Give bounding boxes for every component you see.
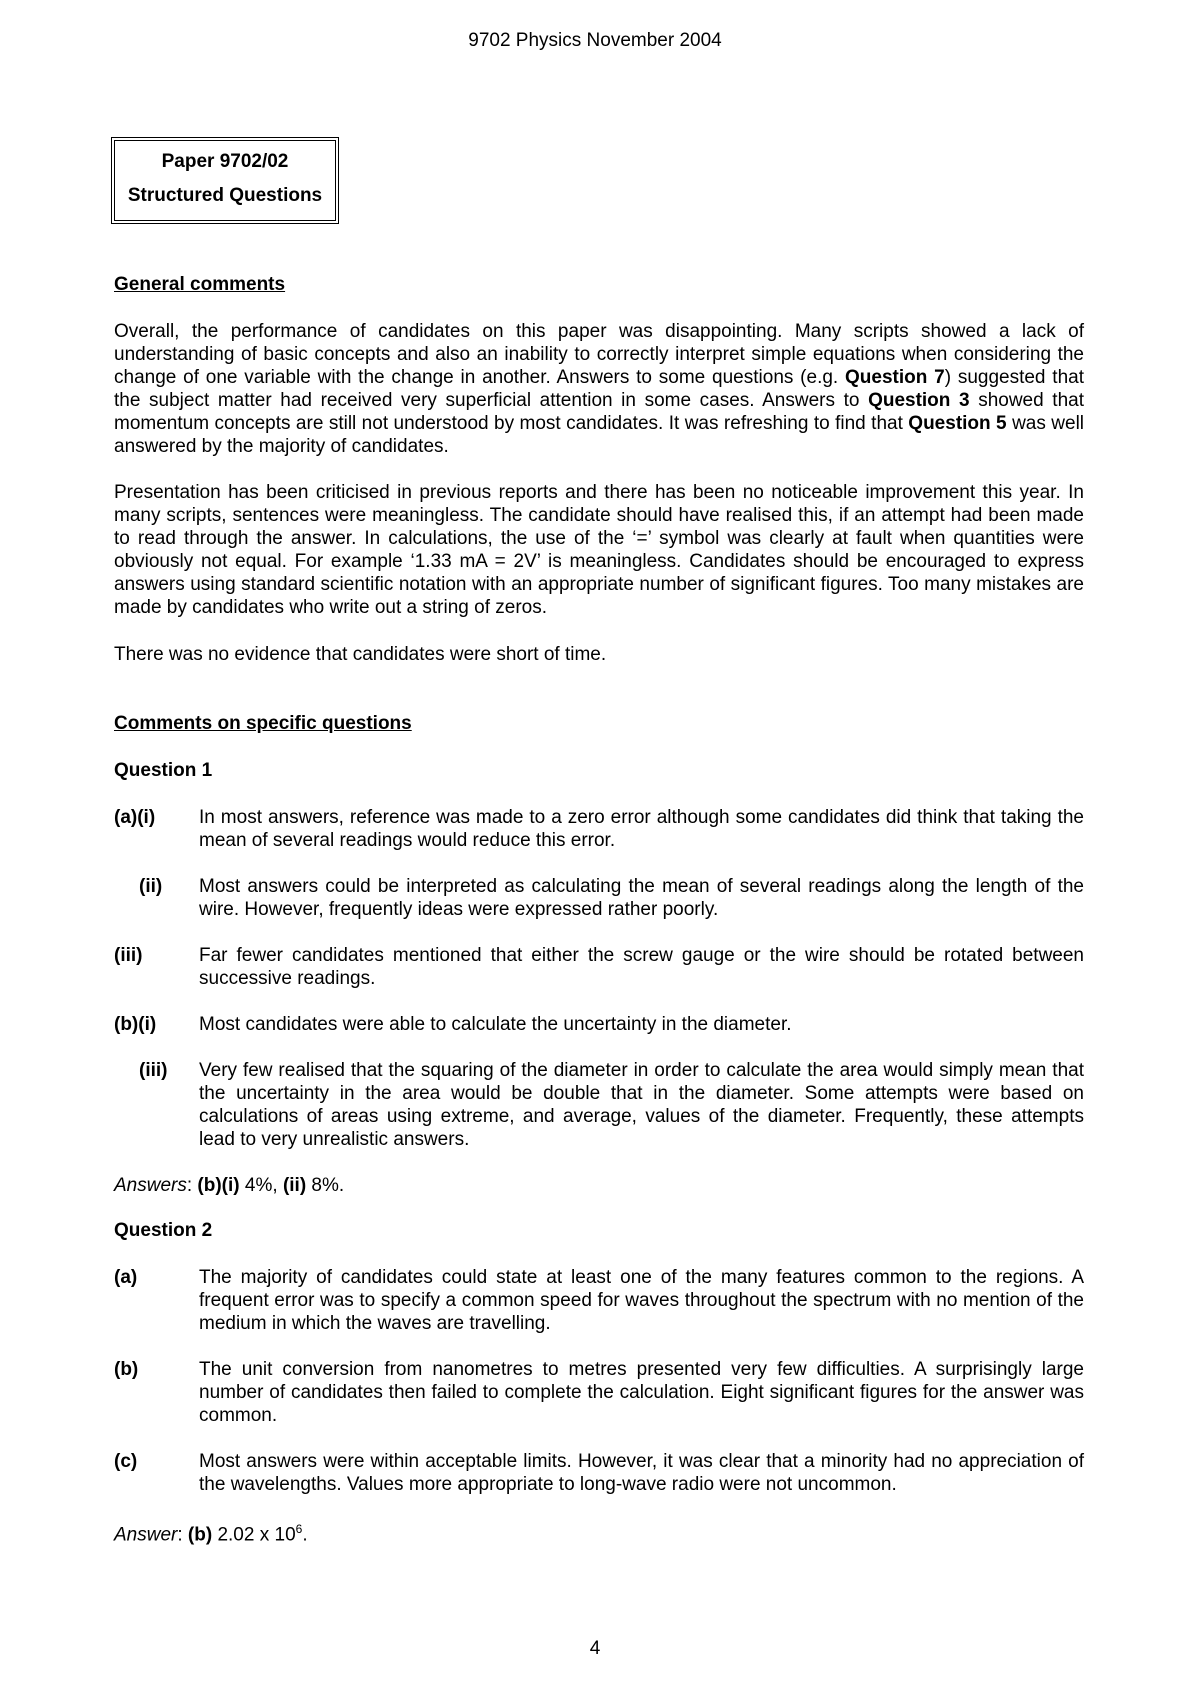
item-label: (b)(i) [114, 1014, 157, 1035]
item-text: Most answers could be interpreted as calculating the mean of several readings along the length of the wire. However, frequently ideas were expressed rather poorly. [199, 876, 1084, 920]
item-label: (b) [114, 1359, 139, 1380]
page-number: 4 [589, 1638, 601, 1659]
paper-number: Paper 9702/02 [161, 151, 289, 172]
item-label: (iii) [114, 945, 143, 966]
general-paragraph-2: Presentation has been criticised in previous reports and there has been no noticeable improvement this year. In many scripts, sentences were meaningless. The candidate should have realised this, if an attempt had been made to read through the answer. In calculations, the use of the ‘=’ symbol was clearly at fault when quantities were obviously not equal. For example ‘1.33 mA = 2V’ is meaningless. Candidates should be encouraged to express answers using standard scientific notation with an appropriate number of significant figures. Too many mistakes are made by candidates who write out a string of zeros. [114, 482, 1084, 618]
paper-subtitle: Structured Questions [127, 185, 323, 206]
item-label: (a)(i) [114, 807, 156, 828]
q2-answer: Answer: (b) 2.02 x $10^6$. [114, 1522, 308, 1546]
general-paragraph-3: There was no evidence that candidates were short of time. [114, 644, 607, 665]
item-text: Far fewer candidates mentioned that either the screw gauge or the wire should be rotated between successive readings. [199, 945, 1084, 989]
paper-title-box [111, 137, 339, 224]
item-text: Most candidates were able to calculate the uncertainty in the diameter. [199, 1014, 792, 1035]
page-header: 9702 Physics November 2004 [468, 30, 722, 51]
item-text: In most answers, reference was made to a zero error although some candidates did think that taking the mean of several readings would reduce this error. [199, 807, 1084, 851]
question-1-title: Question 1 [114, 760, 213, 781]
specific-comments-heading: Comments on specific questions [114, 713, 412, 734]
general-paragraph-1: Overall, the performance of candidates on this paper was disappointing. Many scripts showed a lack of understanding of basic concepts and also an inability to correctly interpret simple equations when considering the change of one variable with the change in another. Answers to some questions (e.g. Question 7) suggested that the subject matter had received very superficial attention in some cases. Answers to Question 3 showed that momentum concepts are still not understood by most candidates. It was refreshing to find that Question 5 was well answered by the majority of candidates. [114, 321, 1085, 457]
item-label: (ii) [139, 876, 163, 897]
item-label: (iii) [139, 1060, 168, 1081]
question-2-title: Question 2 [114, 1220, 213, 1241]
item-text: Very few realised that the squaring of the diameter in order to calculate the area would simply mean that the uncertainty in the area would be double that in the diameter. Some attempts were based on calculations of areas using extreme, and average, values of the diameter. Frequently, these attempts lead to very unrealistic answers. [199, 1060, 1084, 1150]
item-text: The majority of candidates could state at least one of the many features common to the regions. A frequent error was to specify a common speed for waves throughout the spectrum with no mention of the medium in which the waves are travelling. [199, 1267, 1084, 1334]
item-text: The unit conversion from nanometres to metres presented very few difficulties. A surprisingly large number of candidates then failed to complete the calculation. Eight significant figures for the answer was common. [199, 1359, 1084, 1426]
item-label: (a) [114, 1267, 138, 1288]
item-label: (c) [114, 1451, 138, 1472]
general-comments-heading: General comments [114, 274, 286, 295]
q1-answers: Answers: (b)(i) 4%, (ii) 8%. [114, 1175, 345, 1196]
item-text: Most answers were within acceptable limits. However, it was clear that a minority had no appreciation of the wavelengths. Values more appropriate to long-wave radio were not uncommon. [199, 1451, 1084, 1495]
